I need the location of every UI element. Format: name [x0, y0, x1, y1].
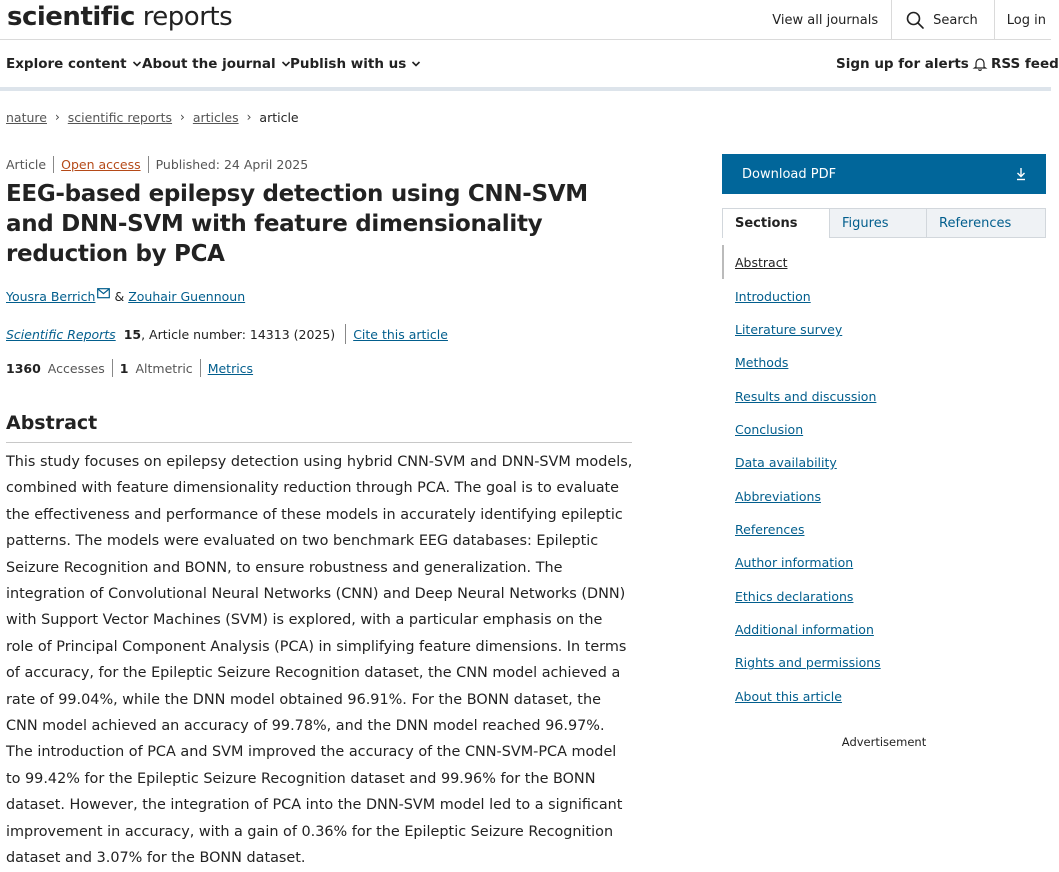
section-link-rights[interactable]: Rights and permissions [735, 655, 881, 670]
section-link-introduction[interactable]: Introduction [735, 289, 811, 304]
publish-with-us-menu[interactable] [290, 41, 421, 87]
download-pdf-button[interactable] [722, 154, 1046, 194]
divider [200, 359, 201, 377]
tab-sections[interactable] [722, 208, 830, 238]
abstract-heading: Abstract [6, 410, 632, 443]
author-link[interactable]: Zouhair Guennoun [128, 288, 246, 304]
search-icon [906, 11, 924, 29]
search-label: Search [933, 12, 978, 28]
view-all-journals-link[interactable] [760, 0, 891, 40]
section-link-abstract[interactable]: Abstract [735, 255, 788, 270]
breadcrumb-scientific-reports[interactable]: scientific reports [67, 109, 173, 125]
chevron-down-icon [411, 59, 421, 69]
section-link-about-article[interactable]: About this article [735, 689, 842, 704]
publish-with-us-label: Publish with us [290, 56, 407, 72]
logo-bold-text: scientific [7, 2, 135, 32]
advertisement-label: Advertisement [841, 735, 927, 749]
journal-name-link[interactable]: Scientific Reports [6, 326, 116, 342]
accesses-count: 1360 [6, 360, 41, 376]
article-type: Article [6, 156, 47, 172]
sign-up-alerts-label: Sign up for alerts [836, 56, 969, 72]
metrics-link[interactable]: Metrics [207, 360, 254, 376]
tab-references[interactable] [927, 208, 1046, 238]
section-link-conclusion[interactable]: Conclusion [735, 422, 804, 437]
login-link[interactable] [994, 0, 1051, 40]
accesses-label: Accesses [47, 360, 105, 376]
chevron-right-icon: › [180, 110, 185, 124]
logo-light-text: reports [142, 2, 233, 32]
author-list [6, 287, 245, 305]
active-section-indicator [722, 245, 724, 279]
explore-content-menu[interactable] [6, 41, 142, 87]
sign-up-alerts-link[interactable] [836, 41, 987, 87]
section-link-author-information[interactable]: Author information [735, 555, 854, 570]
volume-number: 15 [123, 326, 142, 342]
author-separator: & [114, 288, 125, 304]
search-button[interactable] [891, 0, 994, 40]
section-link-methods[interactable]: Methods [735, 355, 789, 370]
breadcrumb-articles[interactable]: articles [192, 109, 239, 125]
divider [112, 359, 113, 377]
breadcrumb-current: article [259, 109, 299, 125]
download-pdf-label: Download PDF [742, 166, 837, 182]
article-metrics [6, 359, 253, 377]
section-link-references[interactable]: References [735, 522, 805, 537]
download-icon [1016, 167, 1026, 181]
section-link-additional-information[interactable]: Additional information [735, 622, 874, 637]
breadcrumb [6, 108, 299, 126]
divider [53, 156, 54, 173]
tab-figures-label: Figures [842, 215, 889, 231]
abstract-text: This study focuses on epilepsy detection using hybrid CNN-SVM and DNN-SVM models, combined with feature dimensionality reduction through PCA. The goal is to evaluate the effectiveness and performance of these models in accurately identifying epileptic patterns. The models were evaluated on two benchmark EEG databases: Epileptic Seizure Recognition and BONN, to ensure robustness and generalization. The integration of Convolutional Neural Networks (CNN) and Deep Neural Networks (DNN) with Support Vector Machines (SVM) is explored, with a particular emphasis on the role of Principal Component Analysis (PCA) in simplifying feature dimensions. In terms of accuracy, for the Epileptic Seizure Recognition dataset, the CNN model achieved a rate of 99.04%, while the DNN model obtained 96.91%. For the BONN dataset, the CNN model achieved an accuracy of 99.78%, and the DNN model reached 96.97%. The introduction of PCA and SVM improved the accuracy of the CNN-SVM-PCA model to 99.42% for the Epileptic Seizure Recognition dataset and 99.96% for the BONN dataset. However, the integration of PCA into the DNN-SVM model led to a significant improvement in accuracy, with a gain of 0.36% for the Epileptic Seizure Recognition dataset and 3.07% for the BONN dataset. [6, 454, 633, 867]
article-number: , Article number: 14313 (2025) [141, 326, 336, 342]
section-link-abbreviations[interactable]: Abbreviations [735, 489, 821, 504]
altmetric-label: Altmetric [135, 360, 193, 376]
explore-content-label: Explore content [6, 56, 127, 72]
divider [345, 324, 346, 344]
section-link-results[interactable]: Results and discussion [735, 389, 877, 404]
divider [148, 156, 149, 173]
rss-feed-link[interactable] [991, 41, 1059, 87]
about-journal-menu[interactable] [142, 41, 291, 87]
journal-logo[interactable] [7, 1, 232, 33]
open-access-link[interactable]: Open access [61, 156, 141, 172]
main-nav [0, 41, 1059, 91]
section-link-data-availability[interactable]: Data availability [735, 455, 837, 470]
about-journal-label: About the journal [142, 56, 276, 72]
tab-figures[interactable] [830, 208, 927, 238]
chevron-right-icon: › [246, 110, 252, 124]
published-date: Published: 24 April 2025 [155, 156, 309, 172]
chevron-right-icon: › [54, 110, 60, 124]
section-link-ethics[interactable]: Ethics declarations [735, 589, 854, 604]
rss-feed-label: RSS feed [991, 56, 1059, 72]
tab-references-label: References [939, 215, 1012, 231]
tab-sections-label: Sections [735, 216, 798, 231]
section-link-literature-survey[interactable]: Literature survey [735, 322, 843, 337]
altmetric-count: 1 [119, 360, 129, 376]
article-title: EEG-based epilepsy detection using CNN-SVM and DNN-SVM with feature dimensionality reduction by PCA [6, 181, 588, 267]
view-all-journals-label: View all journals [772, 12, 879, 28]
top-nav [760, 0, 1051, 40]
author-link[interactable]: Yousra Berrich [6, 288, 96, 304]
email-icon[interactable] [97, 288, 110, 299]
sidebar-tabs [722, 208, 1046, 238]
login-label: Log in [1006, 12, 1046, 28]
chevron-down-icon [132, 59, 142, 69]
breadcrumb-nature[interactable]: nature [6, 109, 47, 125]
top-bar [0, 0, 1051, 40]
article-meta [6, 155, 308, 173]
cite-article-link[interactable]: Cite this article [353, 326, 448, 342]
citation-line [6, 325, 448, 343]
bell-icon [973, 57, 987, 71]
